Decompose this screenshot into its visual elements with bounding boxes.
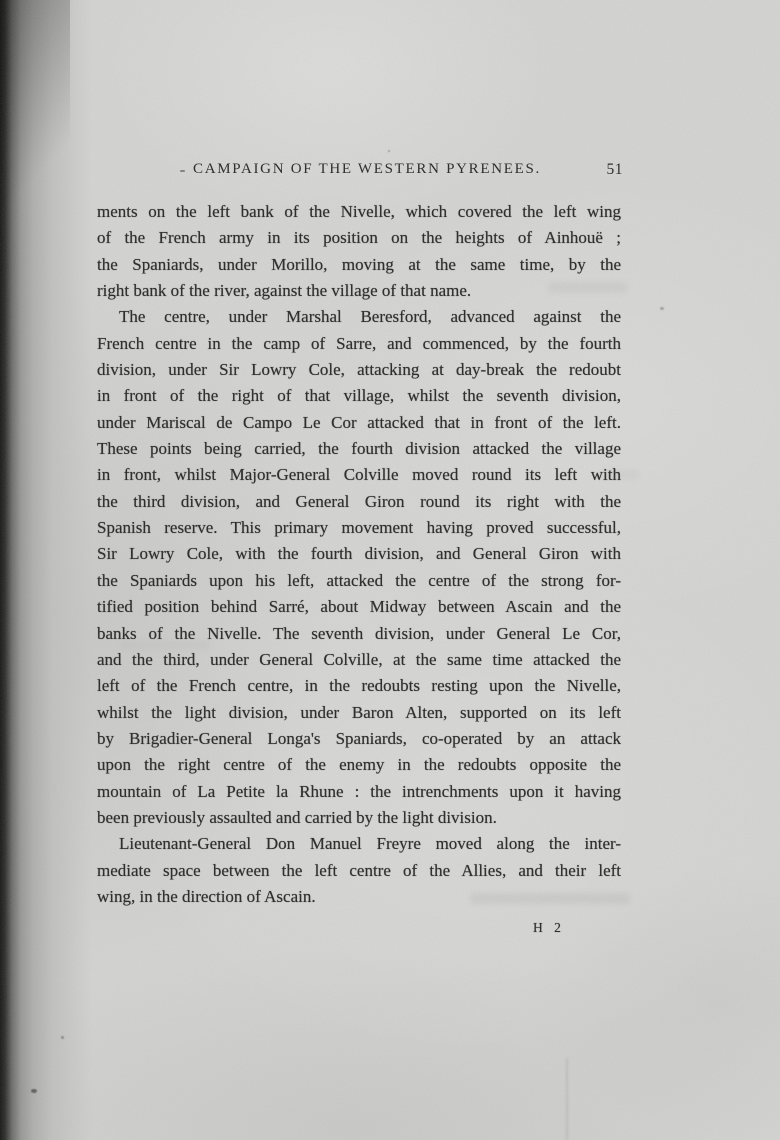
text-line: division, under Sir Lowry Cole, attacking at day-break the redoubt: [97, 360, 621, 380]
text-line: in front of the right of that village, whilst the seventh division,: [97, 386, 621, 406]
dust-speck: [61, 1036, 64, 1039]
text-line: mediate space between the left centre of the Allies, and their left: [97, 860, 621, 880]
body-text: [97, 199, 621, 910]
text-line: and the third, under General Colville, at the same time attacked the: [97, 649, 621, 669]
text-line: in front, whilst Major-General Colville moved round its left with: [97, 465, 621, 485]
text-line: The centre, under Marshal Beresford, advanced against the: [119, 307, 621, 327]
text-line: by Brigadier-General Longa's Spaniards, co-operated by an attack: [97, 728, 621, 748]
text-line: mountain of La Petite la Rhune : the intrenchments upon it having: [97, 781, 621, 801]
dust-speck: [660, 307, 664, 310]
text-line: the third division, and General Giron round its right with the: [97, 491, 621, 511]
text-line: ments on the left bank of the Nivelle, which covered the left wing: [97, 202, 621, 221]
text-line: Lieutenant-General Don Manuel Freyre moved along the inter-: [119, 834, 621, 854]
text-line: whilst the light division, under Baron Alten, supported on its left: [97, 702, 621, 722]
text-line: of the French army in its position on the heights of Ainhouë ;: [97, 228, 621, 248]
dust-speck: [388, 150, 390, 152]
running-title: CAMPAIGN OF THE WESTERN PYRENEES.: [193, 161, 541, 177]
corner-shadow: [0, 0, 70, 260]
text-line: Sir Lowry Cole, with the fourth division, and General Giron with: [97, 544, 621, 564]
text-line: under Mariscal de Campo Le Cor attacked that in front of the left.: [97, 412, 621, 432]
text-line: the Spaniards, under Morillo, moving at the same time, by the: [97, 254, 621, 274]
text-line: upon the right centre of the enemy in the redoubts opposite the: [97, 755, 621, 775]
text-line: Spanish reserve. This primary movement having proved successful,: [97, 518, 621, 538]
text-line: These points being carried, the fourth division attacked the village: [97, 439, 621, 459]
signature-mark: H 2: [533, 920, 565, 935]
text-line: right bank of the river, against the village of that name.: [97, 281, 472, 301]
page-number: 51: [606, 161, 623, 178]
text-line: tified position behind Sarré, about Midway between Ascain and the: [97, 597, 621, 617]
text-line: the Spaniards upon his left, attacked the centre of the strong for-: [97, 570, 621, 590]
dust-speck: [31, 1089, 37, 1093]
paper-crease: [566, 1058, 568, 1140]
text-line: been previously assaulted and carried by the light division.: [97, 807, 497, 827]
text-line: wing, in the direction of Ascain.: [97, 886, 316, 906]
text-line: French centre in the camp of Sarre, and commenced, by the fourth: [97, 333, 621, 353]
text-line: banks of the Nivelle. The seventh division, under General Le Cor,: [97, 623, 621, 643]
text-line: left of the French centre, in the redoubts resting upon the Nivelle,: [97, 676, 621, 696]
binding-edge-shadow: [0, 0, 92, 1140]
page-header: [97, 161, 623, 183]
